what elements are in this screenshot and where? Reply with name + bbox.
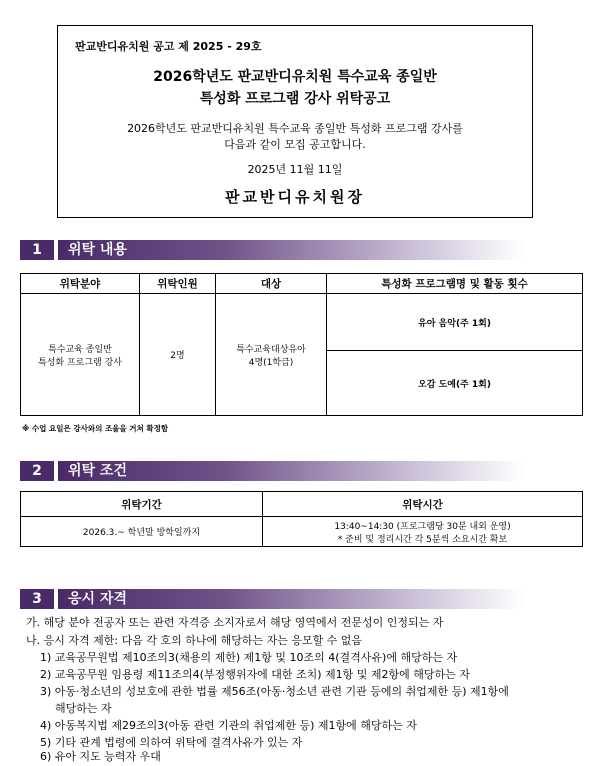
header-time: 위탁시간 [263,492,583,517]
section3-title: 응시 자격 [68,591,127,607]
header-count: 위탁인원 [140,274,216,294]
section2-header [20,461,525,481]
notice-description-line2: 다음과 같이 모집 공고합니다. [224,138,366,151]
target-line1: 특수교육대상유아 [236,344,306,355]
restriction-item-5: 5) 기타 관계 법령에 의하여 위탁에 결격사유가 있는 자 [40,736,303,749]
notice-title-line1: 2026학년도 판교반디유치원 특수교육 종일반 [153,69,437,85]
contract-conditions-table [20,491,583,547]
notice-description-line1: 2026학년도 판교반디유치원 특수교육 종일반 특성화 프로그램 강사를 [127,122,463,135]
qualification-item-ga: 가. 해당 분야 전공자 또는 관련 자격증 소지자로서 해당 영역에서 전문성이 인정되는 자 [26,616,444,629]
section2-number: 2 [20,461,54,481]
notice-box [57,25,533,218]
time-line2: * 준비 및 정리시간 각 5분씩 소요시간 확보 [337,534,508,545]
notice-date: 2025년 11월 11일 [247,163,343,176]
restriction-item-3: 3) 아동·청소년의 성보호에 관한 법률 제56조(아동·청소년 관련 기관 등에의 취업제한 등) 제1항에 [40,685,509,698]
count-cell: 2명 [140,294,216,416]
notice-signer: 판교반디유치원장 [225,188,365,206]
header-target: 대상 [216,274,327,294]
schedule-note: ※ 수업 요일은 강사와의 조율을 거쳐 확정함 [22,424,169,433]
section1-bar [58,240,525,260]
notice-number: 판교반디유치원 공고 제 2025 - 29호 [75,40,262,53]
notice-title-line2: 특성화 프로그램 강사 위탁공고 [199,91,391,107]
section1-number: 1 [20,240,54,260]
section3-header [20,589,525,609]
field-line1: 특수교육 종일반 [48,344,112,355]
restriction-item-4: 4) 아동복지법 제29조의3(아동 관련 기관의 취업제한 등) 제1항에 해당하는 자 [40,719,417,732]
header-program: 특성화 프로그램명 및 활동 횟수 [327,274,583,294]
header-field: 위탁분야 [21,274,140,294]
section1-title: 위탁 내용 [68,242,127,258]
time-cell [263,517,583,547]
restriction-item-3-cont: 해당하는 자 [55,702,112,715]
contract-content-table [20,273,583,416]
restriction-item-2: 2) 교육공무원 임용령 제11조의4(부정행위자에 대한 조치) 제1항 및 제2항에 해당하는 자 [40,668,470,681]
target-line2: 4명(1학급) [248,357,294,368]
header-period: 위탁기간 [21,492,263,517]
section3-number: 3 [20,589,54,609]
restriction-item-6: 6) 유아 지도 능력자 우대 [40,750,161,763]
program1-cell: 유아 음악(주 1회) [327,294,583,351]
program2-cell: 오감 도예(주 1회) [327,351,583,416]
section1-header [20,240,525,260]
field-line2: 특성화 프로그램 강사 [38,357,122,368]
field-cell [21,294,140,416]
section3-bar [58,589,525,609]
time-line1: 13:40~14:30 (프로그램당 30분 내외 운영) [334,521,511,532]
section2-bar [58,461,525,481]
qualification-item-na: 나. 응시 자격 제한: 다음 각 호의 하나에 해당하는 자는 응모할 수 없음 [26,634,363,647]
period-cell: 2026.3.~ 학년말 방학일까지 [21,517,263,547]
target-cell [216,294,327,416]
restriction-item-1: 1) 교육공무원법 제10조의3(채용의 제한) 제1항 및 10조의 4(결격사유)에 해당하는 자 [40,651,458,664]
section2-title: 위탁 조건 [68,463,127,479]
